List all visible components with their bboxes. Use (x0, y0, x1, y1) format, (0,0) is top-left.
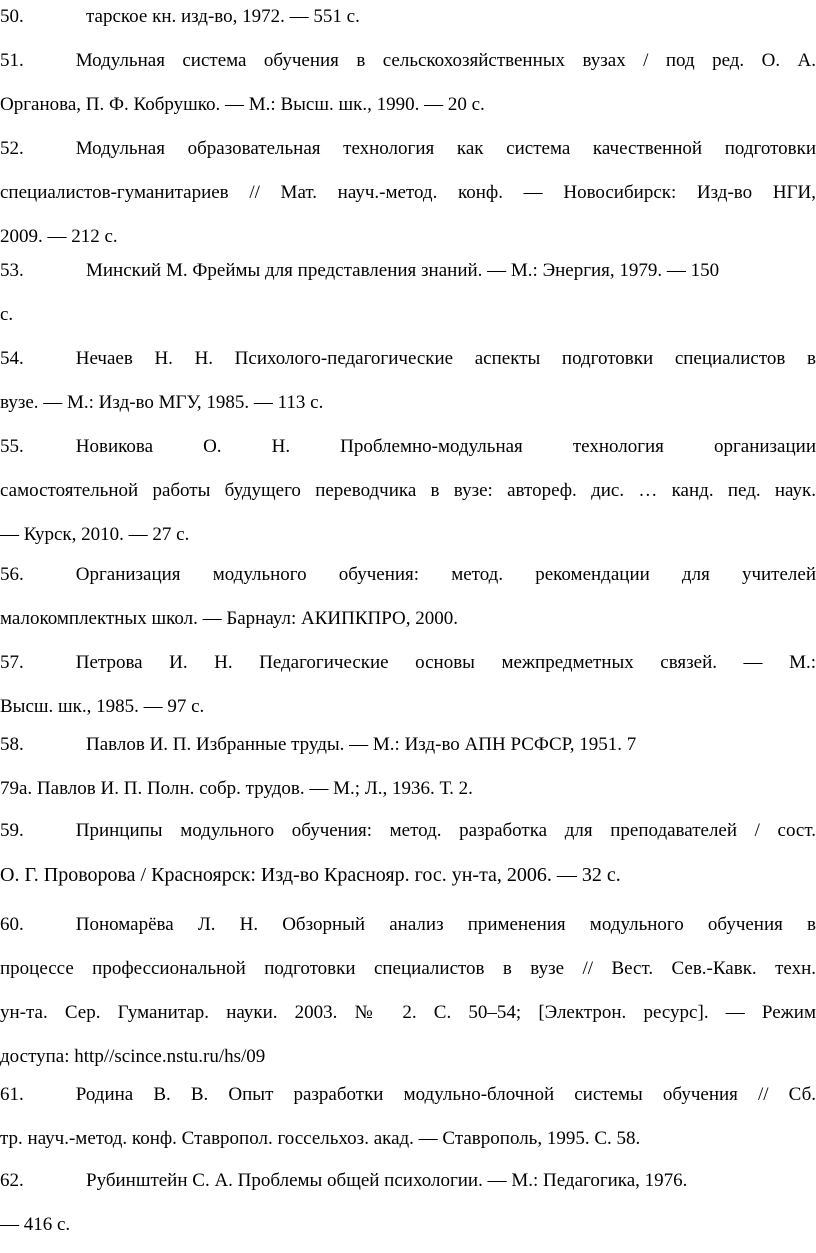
reference-number: 60. (0, 914, 24, 935)
reference-text: Модульная система обучения в сельскохозяйственных вузах / под ред. О. А. (75, 50, 816, 71)
reference-text: Модульная образовательная технология как система качественной подготовки (75, 138, 816, 159)
reference-58 (0, 723, 816, 811)
reference-line (0, 83, 816, 127)
reference-text: Принципы модульного обучения: метод. разработка для преподавателей / сост. (75, 820, 816, 841)
reference-text: доступа: http//scince.nstu.ru/hs/09 (0, 1046, 266, 1067)
reference-number: 59. (0, 820, 24, 841)
reference-text: с. (0, 304, 14, 325)
reference-line (0, 947, 816, 991)
reference-text: 2009. — 212 с. (0, 226, 118, 247)
reference-62 (0, 1159, 816, 1247)
reference-line (0, 809, 816, 853)
reference-number: 58. (0, 734, 24, 755)
reference-text: тр. науч.-метод. конф. Ставропол. госсельхоз. акад. — Ставрополь, 1995. С. 58. (0, 1128, 641, 1149)
reference-text: Пономарёва Л. Н. Обзорный анализ применения модульного обучения в (75, 914, 816, 935)
reference-number: 62. (0, 1170, 24, 1191)
reference-number: 54. (0, 348, 24, 369)
reference-text: О. Г. Проворова / Красноярск: Изд-во Краснояр. гос. ун-та, 2006. — 32 с. (0, 864, 621, 886)
reference-text: Организация модульного обучения: метод. рекомендации для учителей (75, 564, 816, 585)
reference-text: Родина В. В. Опыт разработки модульно-блочной системы обучения // Сб. (75, 1084, 816, 1105)
reference-line (0, 903, 816, 947)
reference-text: Минский М. Фреймы для представления знаний. — М.: Энергия, 1979. — 150 (86, 260, 720, 281)
reference-line (0, 641, 816, 685)
reference-text: 79а. Павлов И. П. Полн. собр. трудов. — М.; Л., 1936. Т. 2. (0, 778, 473, 799)
reference-line (0, 1117, 816, 1161)
reference-line (0, 513, 816, 557)
reference-line (0, 853, 816, 897)
reference-line (0, 991, 816, 1035)
reference-line (0, 0, 816, 39)
reference-text: малокомплектных школ. — Барнаул: АКИПКПРО, 2000. (0, 608, 458, 629)
reference-text: самостоятельной работы будущего переводчика в вузе: автореф. дис. … канд. пед. наук. (0, 480, 816, 501)
reference-number: 56. (0, 564, 24, 585)
reference-number: 55. (0, 436, 24, 457)
reference-line (0, 1203, 816, 1247)
reference-number: 52. (0, 138, 24, 159)
reference-text: Павлов И. П. Избранные труды. — М.: Изд-во АПН РСФСР, 1951. 7 (86, 734, 637, 755)
reference-line (0, 469, 816, 513)
reference-57 (0, 641, 816, 729)
reference-number: 53. (0, 260, 24, 281)
reference-53 (0, 249, 816, 337)
reference-text: процессе профессиональной подготовки специалистов в вузе // Вест. Сев.-Кавк. техн. (0, 958, 816, 979)
reference-text: Петрова И. Н. Педагогические основы межпредметных связей. — М.: (75, 652, 816, 673)
reference-line (0, 597, 816, 641)
reference-line (0, 337, 816, 381)
reference-number: 61. (0, 1084, 24, 1105)
reference-50 (0, 0, 816, 39)
reference-56 (0, 553, 816, 641)
reference-number: 50. (0, 6, 24, 27)
reference-text: Новикова О. Н. Проблемно-модульная технология организации (75, 436, 816, 457)
reference-text: Органова, П. Ф. Кобрушко. — М.: Высш. шк., 1990. — 20 с. (0, 94, 485, 115)
reference-number: 51. (0, 50, 24, 71)
reference-line (0, 1159, 816, 1203)
reference-text: специалистов-гуманитариев // Мат. науч.-метод. конф. — Новосибирск: Изд-во НГИ, (0, 182, 816, 203)
reference-line (0, 723, 816, 767)
reference-61 (0, 1073, 816, 1161)
reference-line (0, 249, 816, 293)
reference-text: Рубинштейн С. А. Проблемы общей психологии. — М.: Педагогика, 1976. (86, 1170, 688, 1191)
reference-54 (0, 337, 816, 425)
reference-number: 57. (0, 652, 24, 673)
reference-text: — Курск, 2010. — 27 с. (0, 524, 190, 545)
reference-55 (0, 425, 816, 557)
reference-text: ун-та. Сер. Гуманитар. науки. 2003. № 2. С. 50–54; [Электрон. ресурс]. — Режим (0, 1002, 816, 1023)
reference-text: — 416 с. (0, 1214, 71, 1235)
reference-line (0, 553, 816, 597)
reference-59 (0, 809, 816, 897)
reference-text: вузе. — М.: Изд-во МГУ, 1985. — 113 с. (0, 392, 324, 413)
reference-line (0, 381, 816, 425)
reference-line (0, 171, 816, 215)
reference-51 (0, 39, 816, 127)
reference-60 (0, 903, 816, 1079)
reference-line (0, 767, 816, 811)
reference-line (0, 127, 816, 171)
reference-line (0, 1073, 816, 1117)
reference-line (0, 293, 816, 337)
reference-line (0, 425, 816, 469)
reference-text: Нечаев Н. Н. Психолого-педагогические аспекты подготовки специалистов в (75, 348, 816, 369)
reference-line (0, 39, 816, 83)
reference-text: Высш. шк., 1985. — 97 с. (0, 696, 205, 717)
reference-text: тарское кн. изд-во, 1972. — 551 с. (86, 6, 360, 27)
reference-52 (0, 127, 816, 259)
